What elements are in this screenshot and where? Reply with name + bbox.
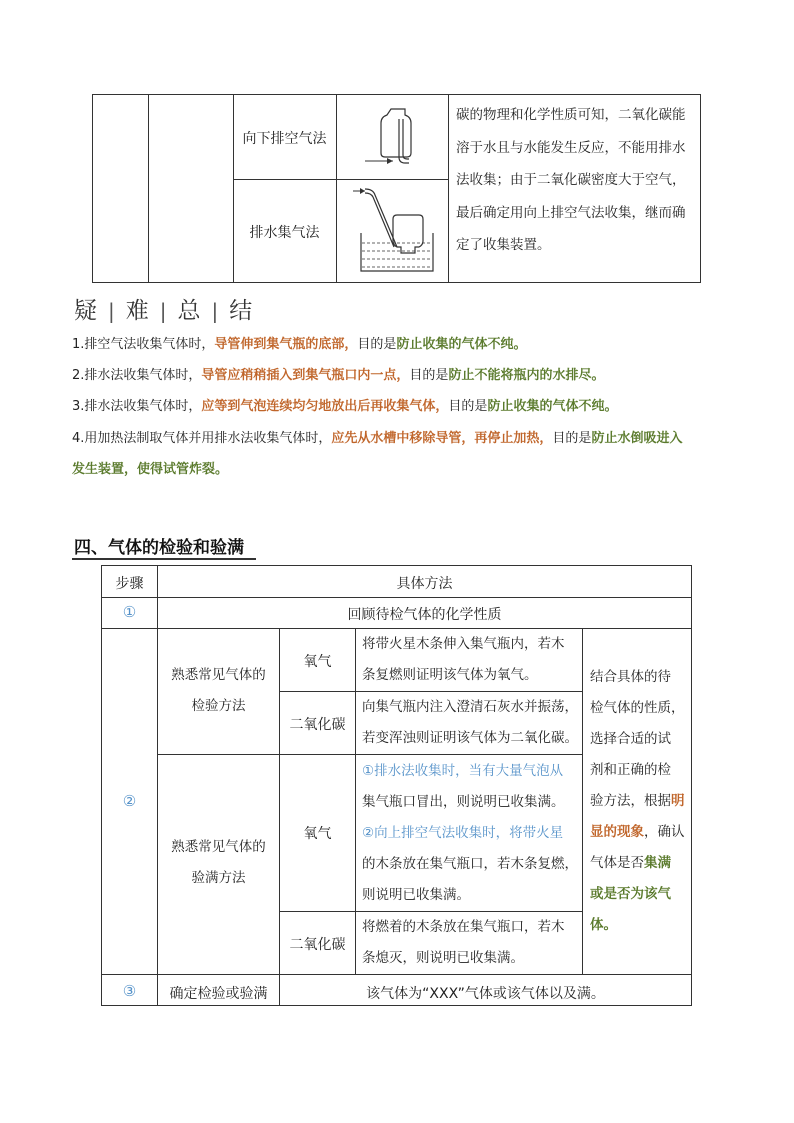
item-purpose: 防止水倒吸进入 xyxy=(591,431,683,446)
item-text: 1.排空气法收集气体时， xyxy=(72,337,215,352)
text-line: ②向上排空气法收集时，将带火星 xyxy=(362,825,564,841)
row-divider xyxy=(102,974,691,975)
label-line: 熟悉常见气体的 xyxy=(171,667,266,683)
step-3-text: 该气体为“XXX”气体或该气体以及满。 xyxy=(366,986,605,1002)
full-method-label xyxy=(158,832,279,894)
col-divider xyxy=(148,95,149,282)
item-text: 目的是 xyxy=(552,431,592,446)
row-divider xyxy=(233,179,448,180)
item-text: 3.排水法收集气体时， xyxy=(72,399,202,414)
text-line: 若变浑浊则证明该气体为二氧化碳。 xyxy=(362,730,578,746)
item-text: 2.排水法收集气体时， xyxy=(72,368,202,383)
col-divider xyxy=(448,95,449,282)
check-co2-method xyxy=(362,692,584,754)
summary-item-2 xyxy=(72,364,604,383)
item-text: 目的是 xyxy=(357,337,397,352)
item-purpose: 防止收集的气体不纯。 xyxy=(396,337,527,352)
section-title: 四、气体的检验和验满 xyxy=(74,538,244,558)
item-key-action: 导管伸到集气瓶的底部， xyxy=(214,337,358,352)
step-1-number: ① xyxy=(122,603,137,621)
text-span: 验方法，根据 xyxy=(590,793,671,809)
summary-heading: 疑 | 难 | 总 | 结 xyxy=(74,298,254,324)
gas-co2-check: 二氧化碳 xyxy=(289,717,346,733)
item-key-action: 应等到气泡连续均匀地放出后再收集气体， xyxy=(201,399,449,414)
text-span: 气体是否 xyxy=(590,855,644,871)
item-purpose: 防止不能将瓶内的水排尽。 xyxy=(448,368,605,383)
text-line: 条熄灭，则说明已收集满。 xyxy=(362,950,524,966)
text-line: 剂和正确的检 xyxy=(590,762,671,778)
text-line: 结合具体的待 xyxy=(590,669,671,685)
full-oxygen-method xyxy=(362,756,584,911)
step-3-number: ③ xyxy=(122,982,137,1000)
col-divider xyxy=(355,628,356,974)
co2-collection-explanation: 碳的物理和化学性质可知，二氧化碳能溶于水且与水能发生反应，不能用排水法收集；由于二氧化碳密度大于空气，最后确定用向上排空气法收集，继而确定了收集装置。 xyxy=(456,107,686,253)
text-line: 条复燃则证明该气体为氧气。 xyxy=(362,667,538,683)
text-line: 体。 xyxy=(590,917,617,933)
selection-guidance xyxy=(590,662,690,941)
text-line: 或是否为该气 xyxy=(590,886,671,902)
label-line: 熟悉常见气体的 xyxy=(171,839,266,855)
text-line: 向集气瓶内注入澄清石灰水并振荡， xyxy=(362,699,578,715)
collection-table xyxy=(92,94,701,283)
label-line: 检验方法 xyxy=(191,698,246,714)
summary-item-3 xyxy=(72,395,617,414)
summary-item-1 xyxy=(72,333,526,352)
gas-oxygen-full: 氧气 xyxy=(303,826,332,842)
step-3-label: 确定检验或验满 xyxy=(169,986,268,1002)
header-step: 步骤 xyxy=(115,576,144,592)
method-downward-air: 向下排空气法 xyxy=(242,131,327,147)
check-method-label xyxy=(158,660,279,722)
step-1-text: 回顾待检气体的化学性质 xyxy=(347,607,502,623)
text-highlight: 明 xyxy=(671,793,685,809)
label-line: 验满方法 xyxy=(191,870,246,886)
item-text: 目的是 xyxy=(448,399,488,414)
heading-char: 疑 xyxy=(74,298,98,324)
row-divider xyxy=(102,597,691,598)
text-span: ，确认 xyxy=(644,824,685,840)
text-highlight: 集满 xyxy=(644,855,671,871)
row-divider xyxy=(158,754,582,755)
col-divider xyxy=(233,95,234,282)
water-displacement-apparatus-illustration xyxy=(351,187,441,279)
summary-item-4-cont xyxy=(72,458,228,477)
text-line: 将带火星木条伸入集气瓶内，若木 xyxy=(362,636,565,652)
item-text: 目的是 xyxy=(409,368,449,383)
item-key-action: 应先从水槽中移除导管，再停止加热， xyxy=(331,431,553,446)
summary-item-4 xyxy=(72,427,682,446)
section-title-underline xyxy=(72,558,256,560)
gas-co2-full: 二氧化碳 xyxy=(289,937,346,953)
heading-char: 总 xyxy=(177,298,202,324)
header-method: 具体方法 xyxy=(396,576,453,592)
heading-char: 结 xyxy=(229,298,254,324)
method-water: 排水集气法 xyxy=(249,225,320,241)
item-key-action: 导管应稍稍插入到集气瓶口内一点， xyxy=(201,368,410,383)
item-purpose: 防止收集的气体不纯。 xyxy=(487,399,618,414)
text-line: 集气瓶口冒出，则说明已收集满。 xyxy=(362,794,565,810)
text-line: 则说明已收集满。 xyxy=(362,887,470,903)
text-line: 检气体的性质， xyxy=(590,700,685,716)
gas-oxygen-check: 氧气 xyxy=(303,654,332,670)
text-line xyxy=(590,817,690,848)
check-oxygen-method xyxy=(362,629,584,691)
text-line: 将燃着的木条放在集气瓶口，若木 xyxy=(362,919,565,935)
text-line xyxy=(590,786,690,817)
col-divider xyxy=(157,566,158,1005)
item-purpose: 发生装置，使得试管炸裂。 xyxy=(72,462,229,477)
downward-air-apparatus-illustration xyxy=(363,103,433,171)
full-co2-method xyxy=(362,912,584,974)
text-line: ①排水法收集时，当有大量气泡从 xyxy=(362,763,564,779)
gas-test-table xyxy=(101,565,692,1006)
text-highlight: 显的现象 xyxy=(590,824,644,840)
step-2-number: ② xyxy=(122,792,137,810)
text-line: 的木条放在集气瓶口，若木条复燃， xyxy=(362,856,578,872)
heading-char: 难 xyxy=(125,298,150,324)
item-text: 4.用加热法制取气体并用排水法收集气体时， xyxy=(72,431,332,446)
text-line: 选择合适的试 xyxy=(590,731,671,747)
text-line xyxy=(590,848,690,879)
col-divider xyxy=(336,95,337,282)
